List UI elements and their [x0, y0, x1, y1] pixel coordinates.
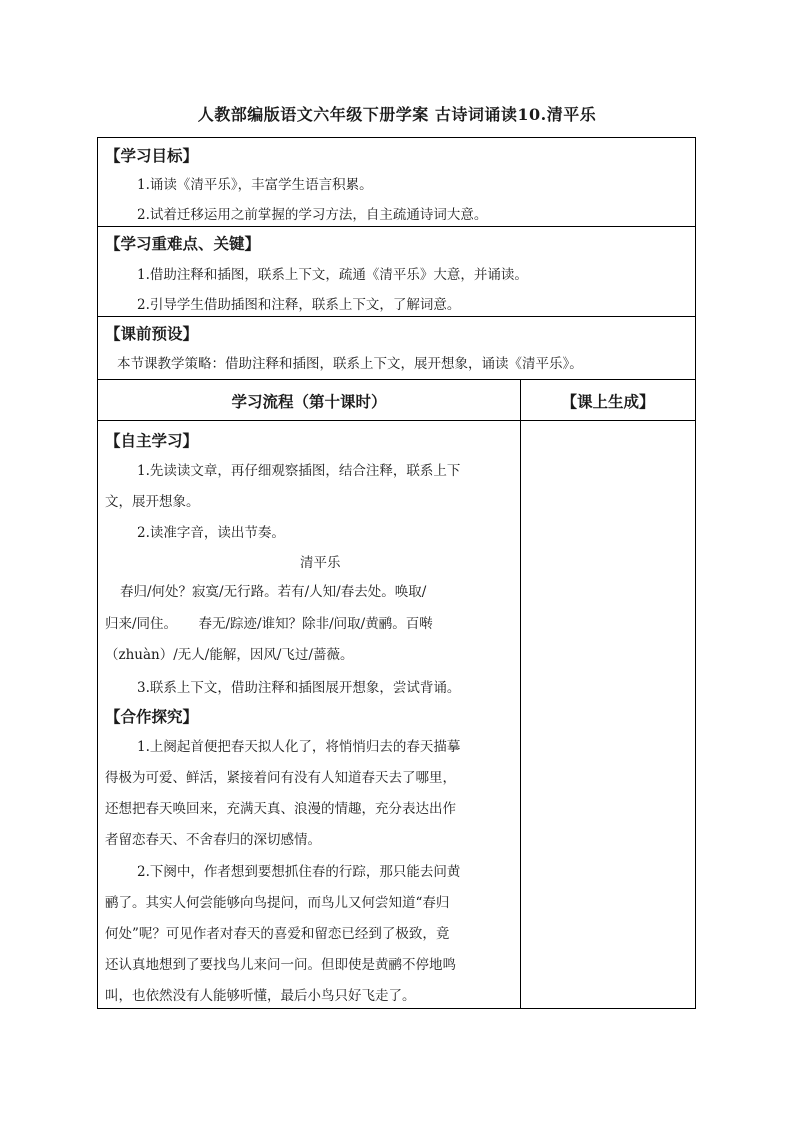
- keypoints-header: 【学习重难点、关键】: [105, 234, 261, 253]
- poem-line-3: （zhuàn）/无人/能解，因风/飞过/蔷薇。: [105, 647, 354, 663]
- preset-text: 本节课教学策略：借助注释和插图，联系上下文，展开想象，诵读《清平乐》。: [117, 356, 583, 372]
- coop-item-2-line-2: 鹂了。其实人何尝能够向鸟提问，而鸟儿又何尝知道“春归: [105, 895, 450, 911]
- page-title: 人教部编版语文六年级下册学案 古诗词诵读10.清平乐: [197, 105, 597, 124]
- coop-item-2-line-4: 还认真地想到了要找鸟儿来问一问。但即使是黄鹂不停地鸣: [105, 957, 456, 973]
- coop-item-1-line-1: 1.上阕起首便把春天拟人化了，将悄悄归去的春天描摹: [137, 739, 461, 755]
- coop-item-2-line-1: 2.下阕中，作者想到要想抓住春的行踪，那只能去问黄: [137, 864, 461, 880]
- flow-right-header: 【课上生成】: [561, 392, 655, 411]
- goals-header: 【学习目标】: [105, 146, 199, 165]
- self-study-item-3: 3.联系上下文，借助注释和插图展开想象，尝试背诵。: [137, 680, 461, 696]
- preset-header: 【课前预设】: [105, 324, 199, 343]
- keypoints-item-1: 1.借助注释和插图，联系上下文，疏通《清平乐》大意，并诵读。: [137, 267, 528, 283]
- worksheet-table: [97, 137, 696, 1009]
- flow-header-row: [98, 380, 695, 421]
- coop-item-1-line-2: 得极为可爱、鲜活，紧接着问有没有人知道春天去了哪里，: [105, 770, 456, 786]
- self-study-item-1-line-1: 1.先读读文章，再仔细观察插图，结合注释，联系上下: [137, 463, 461, 479]
- keypoints-item-2: 2.引导学生借助插图和注释，联系上下文，了解词意。: [137, 297, 461, 313]
- section-goals: [98, 138, 695, 227]
- self-study-header: 【自主学习】: [105, 431, 199, 450]
- column-divider: [520, 380, 521, 1008]
- section-preset: [98, 317, 695, 380]
- coop-item-1-line-4: 者留恋春天、不舍春归的深切感情。: [105, 832, 321, 848]
- self-study-item-1-line-2: 文，展开想象。: [105, 494, 200, 510]
- flow-left-header: 学习流程（第十课时）: [231, 392, 387, 411]
- coop-item-2-line-5: 叫，也依然没有人能够听懂，最后小鸟只好飞走了。: [105, 988, 416, 1004]
- poem-title: 清平乐: [300, 555, 341, 571]
- goals-item-1: 1.诵读《清平乐》，丰富学生语言积累。: [137, 177, 373, 193]
- coop-item-2-line-3: 何处”呢？可见作者对春天的喜爱和留恋已经到了极致，竟: [105, 926, 450, 942]
- self-study-item-2: 2.读准字音，读出节奏。: [137, 525, 285, 541]
- section-keypoints: [98, 227, 695, 317]
- goals-item-2: 2.试着迁移运用之前掌握的学习方法，自主疏通诗词大意。: [137, 207, 488, 223]
- poem-line-1: 春归/何处？寂寞/无行路。若有/人知/春去处。唤取/: [120, 584, 427, 600]
- coop-item-1-line-3: 还想把春天唤回来，充满天真、浪漫的情趣，充分表达出作: [105, 801, 456, 817]
- coop-header: 【合作探究】: [105, 707, 199, 726]
- poem-line-2: 归来/同住。 春无/踪迹/谁知？除非/问取/黄鹂。百啭: [105, 616, 433, 632]
